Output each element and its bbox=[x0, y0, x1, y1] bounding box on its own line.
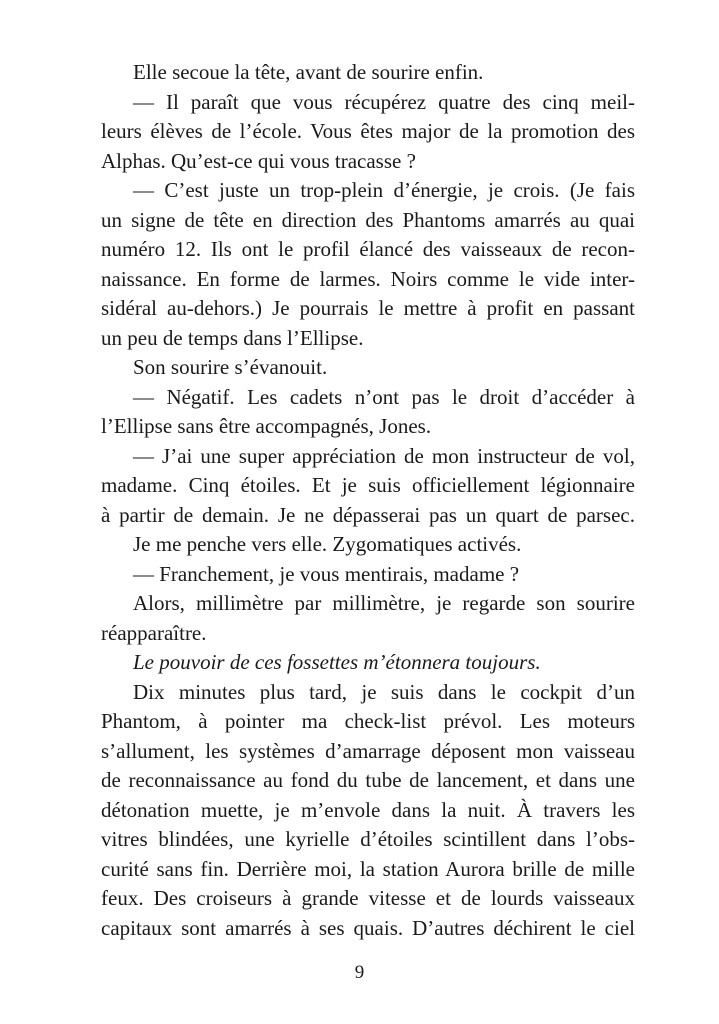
text-line: réapparaître. bbox=[101, 620, 207, 645]
text-line: — Négatif. Les cadets n’ont pas le droit d’accéder à bbox=[133, 384, 635, 409]
text-line: Phantom, à pointer ma check-list prévol. Les moteurs bbox=[101, 709, 635, 733]
page-body bbox=[101, 58, 635, 943]
text-line: Je me penche vers elle. Zygomatiques activés. bbox=[133, 532, 522, 556]
text-line: vitres blindées, une kyrielle d’étoiles scintillent dans l’obs- bbox=[101, 827, 635, 851]
text-line: l’Ellipse sans être accompagnés, Jones. bbox=[101, 414, 432, 438]
text-line: Dix minutes plus tard, je suis dans le cockpit d’un bbox=[133, 679, 635, 704]
text-line: Alphas. Qu’est-ce qui vous tracasse ? bbox=[101, 148, 416, 173]
text-line: un signe de tête en direction des Phantoms amarrés au quai bbox=[101, 207, 635, 232]
text-line: Alors, millimètre par millimètre, je regarde son sourire bbox=[133, 591, 635, 615]
text-line: madame. Cinq étoiles. Et je suis officiellement légionnaire bbox=[101, 473, 635, 497]
text-line: naissance. En forme de larmes. Noirs comme le vide inter- bbox=[101, 266, 635, 291]
text-line: détonation muette, je m’envole dans la nuit. À travers les bbox=[101, 797, 635, 822]
text-line: — Franchement, je vous mentirais, madame ? bbox=[133, 561, 520, 586]
text-line: capitaux sont amarrés à ses quais. D’autres déchirent le ciel bbox=[101, 915, 635, 940]
text-line: — Il paraît que vous récupérez quatre des cinq meil- bbox=[133, 89, 635, 114]
text-line: — C’est juste un trop-plein d’énergie, je crois. (Je fais bbox=[133, 178, 635, 202]
text-line: de reconnaissance au fond du tube de lancement, et dans une bbox=[101, 768, 635, 792]
text-line: un peu de temps dans l’Ellipse. bbox=[101, 325, 364, 350]
text-line: à partir de demain. Je ne dépasserai pas un quart de parsec. bbox=[101, 502, 635, 527]
text-line: leurs élèves de l’école. Vous êtes major de la promotion des bbox=[101, 119, 635, 143]
text-line: Son sourire s’évanouit. bbox=[133, 355, 328, 379]
italic-text-line: Le pouvoir de ces fossettes m’étonnera toujours. bbox=[133, 650, 541, 674]
text-line: sidéral au-dehors.) Je pourrais le mettre à profit en passant bbox=[101, 296, 635, 320]
text-line: s’allument, les systèmes d’amarrage déposent mon vaisseau bbox=[101, 738, 635, 763]
text-line: Elle secoue la tête, avant de sourire enfin. bbox=[133, 60, 484, 84]
text-line: curité sans fin. Derrière moi, la station Aurora brille de mille bbox=[101, 856, 635, 881]
page-number: 9 bbox=[354, 962, 365, 983]
text-line: numéro 12. Ils ont le profil élancé des vaisseaux de recon- bbox=[101, 237, 635, 261]
text-line: feux. Des croiseurs à grande vitesse et de lourds vaisseaux bbox=[101, 886, 635, 910]
text-line: — J’ai une super appréciation de mon instructeur de vol, bbox=[133, 443, 635, 468]
